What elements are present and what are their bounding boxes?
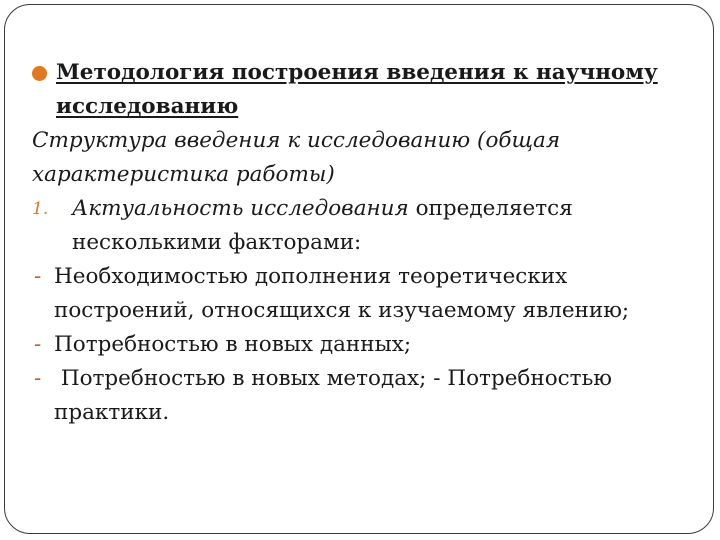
list-item-line-1: Потребностью в новых данных; [54,332,412,357]
list-item-line-2: практики. [54,400,170,425]
title-line-2: исследованию [56,94,239,119]
dash-marker: - [34,366,42,391]
bullet-dot-icon [32,66,47,81]
slide-content [32,56,672,430]
list-item [32,328,672,362]
numbered-item-line-2: несколькими факторами: [72,230,362,255]
list-item-line-1: Необходимостью дополнения теоретических [54,264,568,289]
list-item [32,260,672,328]
list-item [32,362,672,430]
number-marker: 1. [32,199,49,219]
list-item-line-2: построений, относящихся к изучаемому явлению; [54,298,630,323]
subtitle [32,124,672,192]
numbered-item-text: определяется [408,196,573,221]
slide-title [32,56,672,124]
numbered-item [32,192,672,260]
numbered-item-emphasis: Актуальность исследования [72,196,409,221]
subtitle-line-2: характеристика работы) [32,162,335,187]
title-line-1: Методология построения введения к научному [56,60,658,85]
dash-marker: - [34,264,42,289]
dash-marker: - [34,332,42,357]
subtitle-line-1: Структура введения к исследованию (общая [32,128,561,153]
list-item-line-1: Потребностью в новых методах; - Потребностью [54,366,613,391]
